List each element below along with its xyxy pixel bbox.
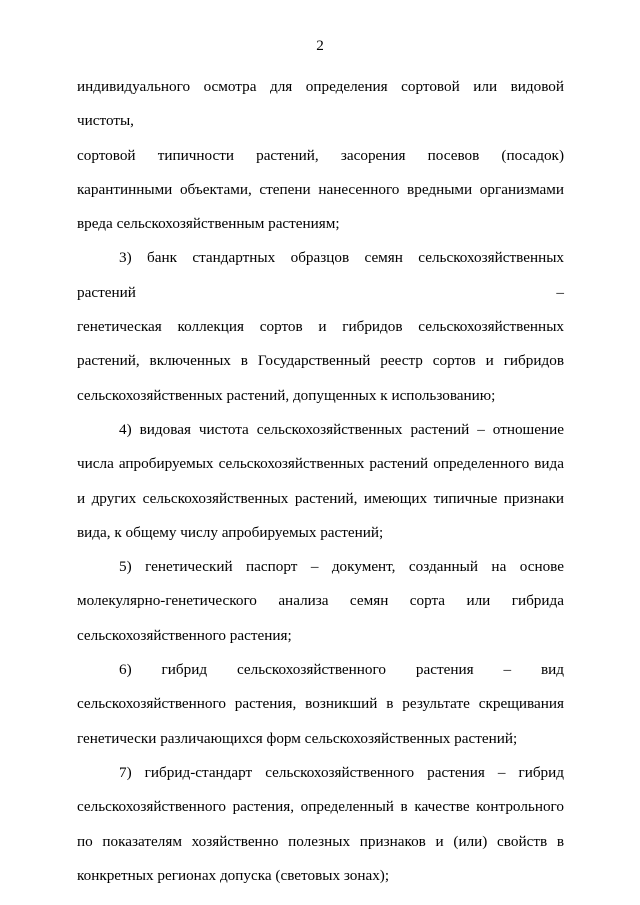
text-line: генетически различающихся форм сельскохозяйственных растений; [77,729,518,747]
paragraph [77,756,564,893]
text-line: 6) гибрид сельскохозяйственного растения – вид [119,661,564,679]
text-line: сельскохозяйственного растения, определенный в качестве контрольного [77,798,564,816]
paragraph [77,413,564,550]
text-line: сельскохозяйственных растений, допущенных к использованию; [77,386,496,404]
body-text [77,70,564,893]
text-line: карантинными объектами, степени нанесенного вредными организмами [77,180,564,198]
text-line: вида, к общему числу апробируемых растений; [77,523,384,541]
text-line: 3) банк стандартных образцов семян сельскохозяйственных растений – [77,249,564,301]
text-line: генетическая коллекция сортов и гибридов сельскохозяйственных [77,318,564,336]
text-line: 5) генетический паспорт – документ, созданный на основе [119,558,564,576]
text-line: индивидуального осмотра для определения сортовой или видовой чистоты, [77,78,564,130]
paragraph [77,550,564,653]
paragraph [77,241,564,412]
text-line: сортовой типичности растений, засорения посевов (посадок) [77,146,564,164]
text-line: 4) видовая чистота сельскохозяйственных растений – отношение [119,420,564,438]
text-line: 7) гибрид-стандарт сельскохозяйственного растения – гибрид [119,763,564,781]
text-line: растений, включенных в Государственный реестр сортов и гибридов [77,352,564,370]
text-line: по показателям хозяйственно полезных признаков и (или) свойств в [77,832,564,850]
paragraph [77,70,564,241]
paragraph [77,653,564,756]
text-line: конкретных регионах допуска (световых зонах); [77,866,390,884]
page-number: 2 [316,37,324,54]
text-line: и других сельскохозяйственных растений, имеющих типичные признаки [77,489,564,507]
text-line: сельскохозяйственного растения, возникший в результате скрещивания [77,695,564,713]
text-line: молекулярно-генетического анализа семян сорта или гибрида [77,592,564,610]
text-line: числа апробируемых сельскохозяйственных растений определенного вида [77,455,564,473]
text-line: сельскохозяйственного растения; [77,626,292,644]
text-line: вреда сельскохозяйственным растениям; [77,215,340,233]
